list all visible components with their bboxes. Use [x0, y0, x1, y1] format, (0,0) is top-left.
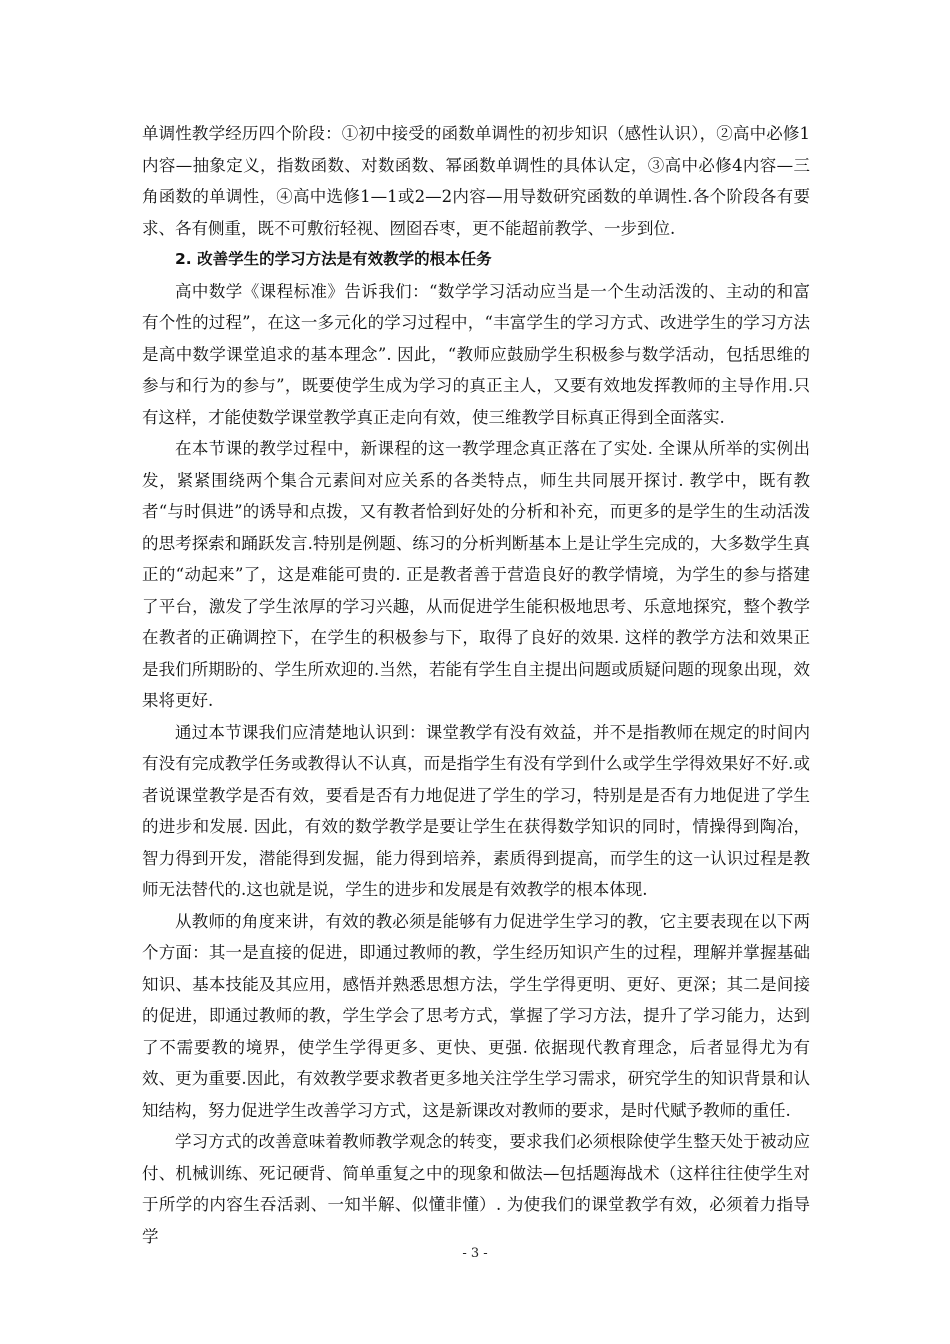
paragraph-3: 在本节课的教学过程中，新课程的这一教学理念真正落在了实处. 全课从所举的实例出发，紧紧围绕两个集合元素间对应关系的各类特点，师生共同展开探讨. 教学中，既有教者“与时俱进”的诱导和点拨，又有教者恰到好处的分析和补充，而更多的是学生的生动活泼的思考探索和踊跃发言.特别是例题、练习的分析判断基本上是让学生完成的，大多数学生真正的“动起来”了，这是难能可贵的. 正是教者善于营造良好的教学情境，为学生的参与搭建了平台，激发了学生浓厚的学习兴趣，从而促进学生能积极地思考、乐意地探究，整个教学在教者的正确调控下，在学生的积极参与下，取得了良好的效果. 这样的教学方法和效果正是我们所期盼的、学生所欢迎的.当然，若能有学生自主提出问题或质疑问题的现象出现，效果将更好.: [142, 439, 810, 710]
paragraph-5: 从教师的角度来讲，有效的教必须是能够有力促进学生学习的教，它主要表现在以下两个方面：其一是直接的促进，即通过教师的教，学生经历知识产生的过程，理解并掌握基础知识、基本技能及其应用，感悟并熟悉思想方法，学生学得更明、更好、更深；其二是间接的促进，即通过教师的教，学生学会了思考方式，掌握了学习方法，提升了学习能力，达到了不需要教的境界，使学生学得更多、更快、更强. 依据现代教育理念，后者显得尤为有效、更为重要.因此，有效教学要求教者更多地关注学生学习需求，研究学生的知识背景和认知结构，努力促进学生改善学习方式，这是新课改对教师的要求，是时代赋予教师的重任.: [142, 911, 810, 1120]
paragraph-1: 单调性教学经历四个阶段：①初中接受的函数单调性的初步知识（感性认识），②高中必修1内容—抽象定义，指数函数、对数函数、幂函数单调性的具体认定，③高中必修4内容—三角函数的单调性，④高中选修1—1或2—2内容—用导数研究函数的单调性.各个阶段各有要求、各有侧重，既不可敷衍轻视、囫囵吞枣，更不能超前教学、一步到位.: [142, 124, 810, 238]
page-number: - 3 -: [462, 1246, 488, 1261]
paragraph-4: 通过本节课我们应清楚地认识到：课堂教学有没有效益，并不是指教师在规定的时间内有没有完成教学任务或教得认不认真，而是指学生有没有学到什么或学生学得效果好不好.或者说课堂教学是否有效，要看是否有力地促进了学生的学习，特别是是否有力地促进了学生的进步和发展. 因此，有效的数学教学是要让学生在获得数学知识的同时，情操得到陶冶，智力得到开发，潜能得到发掘，能力得到培养，素质得到提高，而学生的这一认识过程是教师无法替代的.这也就是说，学生的进步和发展是有效教学的根本体现.: [142, 722, 810, 899]
paragraph-2: 高中数学《课程标准》告诉我们：“数学学习活动应当是一个生动活泼的、主动的和富有个性的过程”，在这一多元化的学习过程中，“丰富学生的学习方式、改进学生的学习方法是高中数学课堂追求的基本理念”. 因此，“教师应鼓励学生积极参与数学活动，包括思维的参与和行为的参与”，既要使学生成为学习的真正主人，又要有效地发挥教师的主导作用.只有这样，才能使数学课堂教学真正走向有效，使三维教学目标真正得到全面落实.: [142, 281, 810, 427]
document-body: [142, 118, 810, 1252]
paragraph-6: 学习方式的改善意味着教师教学观念的转变，要求我们必须根除使学生整天处于被动应付、机械训练、死记硬背、简单重复之中的现象和做法—包括题海战术（这样往往使学生对于所学的内容生吞活剥、一知半解、似懂非懂）. 为使我们的课堂教学有效，必须着力指导学: [142, 1132, 810, 1246]
section-heading: 2. 改善学生的学习方法是有效教学的根本任务: [175, 250, 492, 268]
